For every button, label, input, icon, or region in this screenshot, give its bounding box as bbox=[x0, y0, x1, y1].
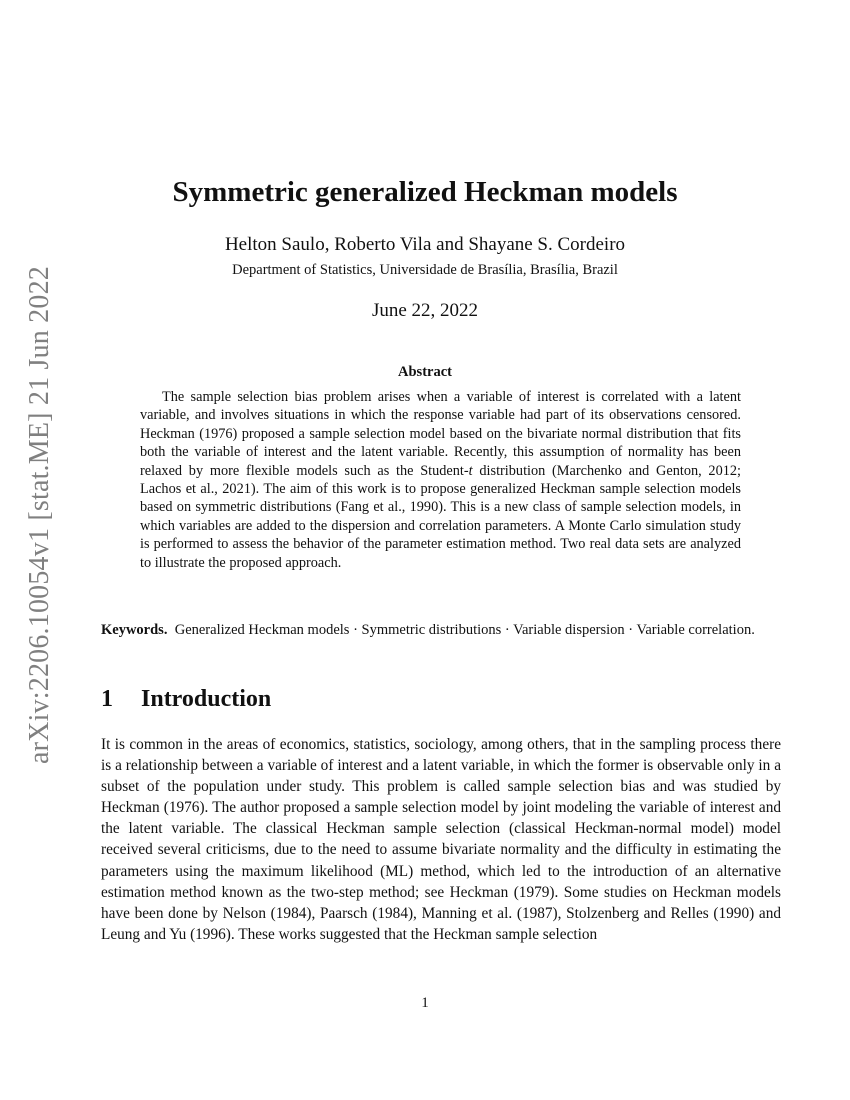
abstract-body bbox=[140, 388, 741, 572]
abstract-t-symbol: t bbox=[468, 462, 473, 479]
keywords-label: Keywords. bbox=[101, 622, 168, 638]
paper-title: Symmetric generalized Heckman models bbox=[172, 176, 678, 208]
keywords-text: Generalized Heckman models · Symmetric distributions · Variable dispersion · Variable correlation. bbox=[174, 622, 755, 638]
abstract-text-part-2: distribution (Marchenko and Genton, 2012; Lachos et al., 2021). The aim of this work is to propose generalized Heckman sample selection models based on symmetric distributions (Fang et al., 1990). This is a new class of sample selection models, in which variables are added to the dispersion and correlation parameters. A Monte Carlo simulation study is performed to assess the behavior of the parameter estimation method. Two real data sets are analyzed to illustrate the proposed approach. bbox=[140, 462, 741, 571]
abstract-heading: Abstract bbox=[398, 364, 452, 380]
affiliation: Department of Statistics, Universidade de Brasília, Brasília, Brazil bbox=[232, 262, 618, 278]
author-list: Helton Saulo, Roberto Vila and Shayane S. Cordeiro bbox=[224, 234, 626, 255]
publication-date: June 22, 2022 bbox=[371, 300, 479, 321]
page-number: 1 bbox=[421, 995, 429, 1011]
arxiv-identifier: arXiv:2206.10054v1 [stat.ME] 21 Jun 2022 bbox=[24, 266, 55, 764]
section-heading bbox=[101, 686, 271, 713]
keywords-block bbox=[101, 621, 781, 640]
section-number: 1 bbox=[101, 686, 113, 712]
introduction-paragraph: It is common in the areas of economics, statistics, sociology, among others, that in the sampling process there is a relationship between a variable of interest and a latent variable, in which the former is observable only in a subset of the population under study. This problem is called sample selection bias and was studied by Heckman (1976). The author proposed a sample selection model by joint modeling the variable of interest and the latent variable. The classical Heckman sample selection (classical Heckman-normal model) model received several criticisms, due to the need to assume bivariate normality and the difficulty in estimating the parameters using the maximum likelihood (ML) method, which led to the introduction of an alternative estimation method known as the two-step method; see Heckman (1979). Some studies on Heckman models have been done by Nelson (1984), Paarsch (1984), Manning et al. (1987), Stolzenberg and Relles (1990) and Leung and Yu (1996). These works suggested that the Heckman sample selection bbox=[101, 736, 781, 943]
section-title: Introduction bbox=[141, 686, 272, 712]
abstract-text-part-1: The sample selection bias problem arises when a variable of interest is correlated with a latent variable, and involves situations in which the response variable had part of its observations censored. Heckman (1976) proposed a sample selection model based on the bivariate normal distribution that fits both the variable of interest and the latent variable. Recently, this assumption of normality has been relaxed by more flexible models such as the Student- bbox=[140, 389, 741, 479]
